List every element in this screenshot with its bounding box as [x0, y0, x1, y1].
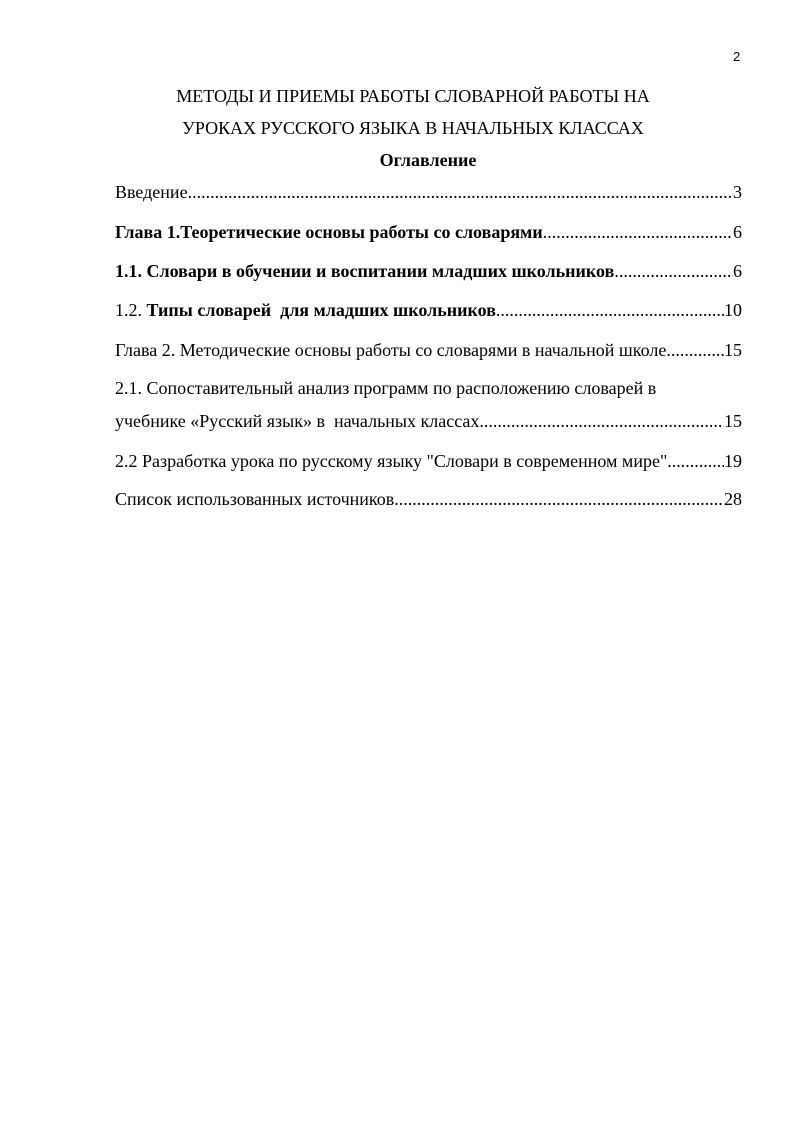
toc-entry-page: 6	[733, 222, 742, 242]
toc-entry-page: 15	[724, 411, 742, 431]
toc-entry-label: Глава 2. Методические основы работы со словарями в начальной школе	[115, 340, 667, 360]
toc-entry-prefix: 1.2.	[115, 300, 147, 320]
toc-entry-page: 19	[724, 451, 742, 471]
toc-leader-dots	[666, 339, 724, 361]
toc-entry-chapter-2[interactable]	[115, 339, 742, 361]
toc-leader-dots	[667, 450, 724, 472]
toc-leader-dots	[479, 410, 724, 432]
toc-entry-section-2-1[interactable]	[115, 410, 742, 432]
toc-entry-label: Глава 1.Теоретические основы работы со словарями	[115, 222, 543, 242]
toc-entry-section-2-1-line-1[interactable]: 2.1. Сопоставительный анализ программ по расположению словарей в	[115, 378, 657, 398]
toc-entry-page: 15	[724, 340, 742, 360]
toc-entry-section-1-1[interactable]	[115, 260, 742, 282]
page-number: 2	[733, 49, 741, 64]
toc-leader-dots	[188, 181, 733, 203]
toc-entry-section-1-2[interactable]	[115, 299, 742, 321]
toc-entry-section-2-2[interactable]	[115, 450, 742, 472]
toc-entry-page: 10	[724, 300, 742, 320]
toc-entry-chapter-1[interactable]	[115, 221, 742, 243]
toc-heading: Оглавление	[379, 150, 477, 170]
toc-entry-page: 28	[724, 489, 742, 509]
toc-entry-label: Список использованных источников	[115, 489, 395, 509]
toc-entry-page: 3	[733, 182, 742, 202]
toc-entry-label: Типы словарей для младших школьников	[146, 300, 496, 320]
toc-leader-dots	[394, 488, 724, 510]
toc-entry-label: учебнике «Русский язык» в начальных классах	[115, 411, 480, 431]
toc-entry-page: 6	[733, 261, 742, 281]
toc-entry-label: 1.1. Словари в обучении и воспитании младших школьников	[115, 261, 615, 281]
document-title-line-2: УРОКАХ РУССКОГО ЯЗЫКА В НАЧАЛЬНЫХ КЛАССАХ	[182, 118, 644, 138]
toc-entry-references[interactable]	[115, 488, 742, 510]
document-title-line-1: МЕТОДЫ И ПРИЕМЫ РАБОТЫ СЛОВАРНОЙ РАБОТЫ НА	[176, 86, 650, 106]
toc-leader-dots	[543, 221, 733, 243]
toc-entry-label: Введение	[115, 182, 188, 202]
toc-entry-label: 2.2 Разработка урока по русскому языку "Словари в современном мире"	[115, 451, 668, 471]
toc-leader-dots	[614, 260, 733, 282]
toc-entry-intro[interactable]	[115, 181, 742, 203]
toc-leader-dots	[496, 299, 724, 321]
